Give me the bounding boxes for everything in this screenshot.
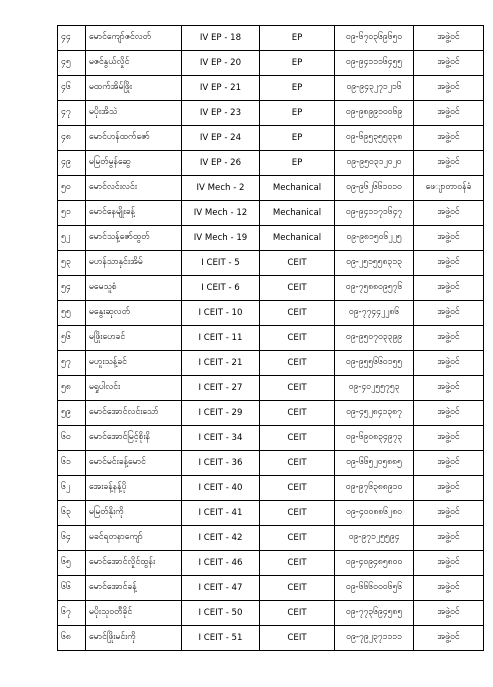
major: EP bbox=[260, 76, 335, 101]
table-row bbox=[58, 126, 484, 151]
phone-number: ၀၉-၉၇၁၂၅၅၉၄ bbox=[335, 526, 414, 551]
member-status: အဖွဲ့ဝင် bbox=[414, 551, 484, 576]
phone-number: ၀၉-၉၆၂၆၆၁၀၁၀ bbox=[335, 176, 414, 201]
roll-number: IV Mech - 12 bbox=[182, 201, 260, 226]
row-number: ၅၉ bbox=[58, 401, 86, 426]
table-row bbox=[58, 451, 484, 476]
row-number: ၅၃ bbox=[58, 251, 86, 276]
member-status: အဖွဲ့ဝင် bbox=[414, 401, 484, 426]
table-row bbox=[58, 101, 484, 126]
major: CEIT bbox=[260, 301, 335, 326]
table-row bbox=[58, 151, 484, 176]
member-name: မောင်ကျော်ဇင်လတ် bbox=[86, 26, 182, 51]
row-number: ၆၈ bbox=[58, 626, 86, 651]
member-status: အဖွဲ့ဝင် bbox=[414, 501, 484, 526]
table-row bbox=[58, 326, 484, 351]
phone-number: ၀၉-၇၇၄၄၂၂၈၆ bbox=[335, 301, 414, 326]
row-number: ၅၀ bbox=[58, 176, 86, 201]
table-row bbox=[58, 426, 484, 451]
major: CEIT bbox=[260, 376, 335, 401]
member-status: အဖွဲ့ဝင် bbox=[414, 351, 484, 376]
member-name: မဟန်သာနှင်းအိမ် bbox=[86, 251, 182, 276]
phone-number: ၀၉-၇၇၃၆၉၄၅၈၅ bbox=[335, 601, 414, 626]
member-status: အဖွဲ့ဝင် bbox=[414, 326, 484, 351]
roll-number: IV Mech - 2 bbox=[182, 176, 260, 201]
member-status: အဖွဲ့ဝင် bbox=[414, 151, 484, 176]
row-number: ၅၆ bbox=[58, 326, 86, 351]
member-status: အဖွဲ့ဝင် bbox=[414, 51, 484, 76]
member-name: မရှုပါလင်း bbox=[86, 376, 182, 401]
table-row bbox=[58, 576, 484, 601]
row-number: ၆၅ bbox=[58, 551, 86, 576]
major: CEIT bbox=[260, 476, 335, 501]
roll-number: IV EP - 24 bbox=[182, 126, 260, 151]
member-name: မောင်သန့်ဇော်ထွတ် bbox=[86, 226, 182, 251]
member-table-body bbox=[58, 26, 484, 651]
table-row bbox=[58, 301, 484, 326]
table-row bbox=[58, 501, 484, 526]
member-status: အဖွဲ့ဝင် bbox=[414, 126, 484, 151]
row-number: ၄၄ bbox=[58, 26, 86, 51]
table-row bbox=[58, 526, 484, 551]
row-number: ၄၇ bbox=[58, 101, 86, 126]
table-row bbox=[58, 26, 484, 51]
major: CEIT bbox=[260, 601, 335, 626]
member-status: အဖွဲ့ဝင် bbox=[414, 451, 484, 476]
member-name: မထက်အိမ်ဖြိုး bbox=[86, 76, 182, 101]
member-name: မဇင်နွယ်လှိုင် bbox=[86, 51, 182, 76]
roll-number: I CEIT - 5 bbox=[182, 251, 260, 276]
row-number: ၅၈ bbox=[58, 376, 86, 401]
major: Mechanical bbox=[260, 176, 335, 201]
member-status: အဖွဲ့ဝင် bbox=[414, 426, 484, 451]
roll-number: I CEIT - 46 bbox=[182, 551, 260, 576]
row-number: ၆၇ bbox=[58, 601, 86, 626]
table-row bbox=[58, 476, 484, 501]
roll-number: IV Mech - 19 bbox=[182, 226, 260, 251]
member-name: မောင်လင်းလင်း bbox=[86, 176, 182, 201]
roll-number: IV EP - 21 bbox=[182, 76, 260, 101]
major: CEIT bbox=[260, 451, 335, 476]
table-row bbox=[58, 276, 484, 301]
row-number: ၅၁ bbox=[58, 201, 86, 226]
member-name: မောင်ဟန်ထက်ဇော် bbox=[86, 126, 182, 151]
roll-number: IV EP - 18 bbox=[182, 26, 260, 51]
major: CEIT bbox=[260, 576, 335, 601]
member-name: မောင်ဖြိုးမင်းကို bbox=[86, 626, 182, 651]
roll-number: I CEIT - 42 bbox=[182, 526, 260, 551]
row-number: ၅၇ bbox=[58, 351, 86, 376]
member-status: အဖွဲ့ဝင် bbox=[414, 576, 484, 601]
phone-number: ၀၉-၉၈၉၉၁၀၀၆၉ bbox=[335, 101, 414, 126]
member-name: မပိုးအိသဲ bbox=[86, 101, 182, 126]
row-number: ၆၃ bbox=[58, 501, 86, 526]
phone-number: ၀၉-၉၇၆၃၈၈၉၁၀ bbox=[335, 476, 414, 501]
phone-number: ၀၉-၉၄၁၁၁၆၄၅၅ bbox=[335, 51, 414, 76]
phone-number: ၀၉-၉၅၀၃၁၂၀၂၀ bbox=[335, 151, 414, 176]
phone-number: ၀၉-၂၅၁၅၅၈၃၁၃ bbox=[335, 251, 414, 276]
row-number: ၄၆ bbox=[58, 76, 86, 101]
major: Mechanical bbox=[260, 226, 335, 251]
row-number: ၄၉ bbox=[58, 151, 86, 176]
member-name: မခင်ရတနာကျော် bbox=[86, 526, 182, 551]
member-name: မပိုးသုဝတီခိုင် bbox=[86, 601, 182, 626]
row-number: ၅၅ bbox=[58, 301, 86, 326]
major: EP bbox=[260, 26, 335, 51]
phone-number: ၀၉-၇၅၈၈၀၉၅၇၆ bbox=[335, 276, 414, 301]
member-status: အဖွဲ့ဝင် bbox=[414, 601, 484, 626]
roll-number: I CEIT - 51 bbox=[182, 626, 260, 651]
table-row bbox=[58, 551, 484, 576]
major: EP bbox=[260, 101, 335, 126]
row-number: ၆၀ bbox=[58, 426, 86, 451]
roll-number: I CEIT - 21 bbox=[182, 351, 260, 376]
row-number: ၄၅ bbox=[58, 51, 86, 76]
member-name: မောင်မင်းခန့်မောင် bbox=[86, 451, 182, 476]
major: CEIT bbox=[260, 326, 335, 351]
roll-number: IV EP - 20 bbox=[182, 51, 260, 76]
member-name: မမေသူစံ bbox=[86, 276, 182, 301]
member-status: အဖွဲ့ဝင် bbox=[414, 226, 484, 251]
member-table bbox=[57, 25, 484, 651]
phone-number: ၀၉-၉၄၃၂၇၁၂၁၆ bbox=[335, 76, 414, 101]
member-status: အဖွဲ့ဝင် bbox=[414, 76, 484, 101]
major: EP bbox=[260, 51, 335, 76]
member-status: အဖွဲ့ဝင် bbox=[414, 476, 484, 501]
major: CEIT bbox=[260, 526, 335, 551]
roll-number: I CEIT - 40 bbox=[182, 476, 260, 501]
phone-number: ၀၉-၆၆၅၂၀၅၈၈၅ bbox=[335, 451, 414, 476]
phone-number: ၀၉-၄၅၂၈၄၁၃၈၇ bbox=[335, 401, 414, 426]
member-status: အဖွဲ့ဝင် bbox=[414, 201, 484, 226]
row-number: ၅၂ bbox=[58, 226, 86, 251]
phone-number: ၀၉-၉၄၁၁၇၁၆၄၇ bbox=[335, 201, 414, 226]
major: Mechanical bbox=[260, 201, 335, 226]
row-number: ၅၄ bbox=[58, 276, 86, 301]
member-name: မောင်အောင်လှိုင်ထွန်း bbox=[86, 551, 182, 576]
major: CEIT bbox=[260, 276, 335, 301]
roll-number: I CEIT - 34 bbox=[182, 426, 260, 451]
member-name: မောင်နေမျိုးခန့် bbox=[86, 201, 182, 226]
roll-number: I CEIT - 11 bbox=[182, 326, 260, 351]
member-name: အေးခန့်နန့်ပို bbox=[86, 476, 182, 501]
phone-number: ၀၉-၆၉၅၃၅၅၃၃၈ bbox=[335, 126, 414, 151]
table-row bbox=[58, 226, 484, 251]
member-name: မမြတ်မွန်ဆွေ bbox=[86, 151, 182, 176]
table-row bbox=[58, 51, 484, 76]
member-name: မဖြိုးဟေခင် bbox=[86, 326, 182, 351]
roll-number: I CEIT - 27 bbox=[182, 376, 260, 401]
phone-number: ၀၉-၆၉၀၈၃၄၉၇၃ bbox=[335, 426, 414, 451]
member-name: မမြတ်နိုးကို bbox=[86, 501, 182, 526]
phone-number: ၀၉-၉၅၅၆၆၀၁၅၅ bbox=[335, 351, 414, 376]
member-status: အဖွဲ့ဝင် bbox=[414, 626, 484, 651]
major: CEIT bbox=[260, 351, 335, 376]
table-row bbox=[58, 401, 484, 426]
major: EP bbox=[260, 151, 335, 176]
member-status: အဖွဲ့ဝင် bbox=[414, 101, 484, 126]
phone-number: ၀၉-၉၈၁၅၀၆၂၂၅ bbox=[335, 226, 414, 251]
row-number: ၆၆ bbox=[58, 576, 86, 601]
major: CEIT bbox=[260, 551, 335, 576]
table-row bbox=[58, 176, 484, 201]
row-number: ၆၂ bbox=[58, 476, 86, 501]
member-status: အဖွဲ့ဝင် bbox=[414, 26, 484, 51]
major: CEIT bbox=[260, 501, 335, 526]
table-row bbox=[58, 601, 484, 626]
phone-number: ၀၉-၆၇၀၃၆၉၆၅၀ bbox=[335, 26, 414, 51]
roll-number: I CEIT - 6 bbox=[182, 276, 260, 301]
member-name: မနွေးဆုလတ် bbox=[86, 301, 182, 326]
table-row bbox=[58, 626, 484, 651]
member-name: မောင်အောင်လင်းသော် bbox=[86, 401, 182, 426]
member-status: အဖွဲ့ဝင် bbox=[414, 251, 484, 276]
phone-number: ၀၉-၄၀၉၄၈၅၈၀၀ bbox=[335, 551, 414, 576]
table-row bbox=[58, 76, 484, 101]
row-number: ၆၄ bbox=[58, 526, 86, 551]
phone-number: ၀၉-၉၅၀၇၀၃၃၉၉ bbox=[335, 326, 414, 351]
major: CEIT bbox=[260, 626, 335, 651]
phone-number: ၀၉-၇၉၂၃၇၁၁၁၁ bbox=[335, 626, 414, 651]
member-status: အဖွဲ့ဝင် bbox=[414, 276, 484, 301]
member-status: အဖွဲ့ဝင် bbox=[414, 376, 484, 401]
major: CEIT bbox=[260, 426, 335, 451]
major: CEIT bbox=[260, 401, 335, 426]
roll-number: I CEIT - 29 bbox=[182, 401, 260, 426]
member-name: မဟူးသန့်ခင် bbox=[86, 351, 182, 376]
phone-number: ၀၉-၄၀၂၅၅၇၅၃ bbox=[335, 376, 414, 401]
roll-number: I CEIT - 36 bbox=[182, 451, 260, 476]
member-status: အဖွဲ့ဝင် bbox=[414, 301, 484, 326]
member-status: အဖွဲ့ဝင် bbox=[414, 526, 484, 551]
row-number: ၄၈ bbox=[58, 126, 86, 151]
roll-number: I CEIT - 47 bbox=[182, 576, 260, 601]
table-row bbox=[58, 251, 484, 276]
roll-number: I CEIT - 41 bbox=[182, 501, 260, 526]
table-row bbox=[58, 201, 484, 226]
member-name: မောင်အောင်ခန့် bbox=[86, 576, 182, 601]
major: CEIT bbox=[260, 251, 335, 276]
roll-number: IV EP - 26 bbox=[182, 151, 260, 176]
member-name: မောင်အောင်မြင့်စိုးနိ bbox=[86, 426, 182, 451]
member-status: ဖေျာတာဝန်ခံ bbox=[414, 176, 484, 201]
row-number: ၆၁ bbox=[58, 451, 86, 476]
major: EP bbox=[260, 126, 335, 151]
phone-number: ၀၉-၆၆၆၀၀၀၆၅၆ bbox=[335, 576, 414, 601]
roll-number: IV EP - 23 bbox=[182, 101, 260, 126]
roll-number: I CEIT - 10 bbox=[182, 301, 260, 326]
roll-number: I CEIT - 50 bbox=[182, 601, 260, 626]
table-row bbox=[58, 351, 484, 376]
phone-number: ၀၉-၄၀၀၈၈၆၂၈၀ bbox=[335, 501, 414, 526]
table-row bbox=[58, 376, 484, 401]
